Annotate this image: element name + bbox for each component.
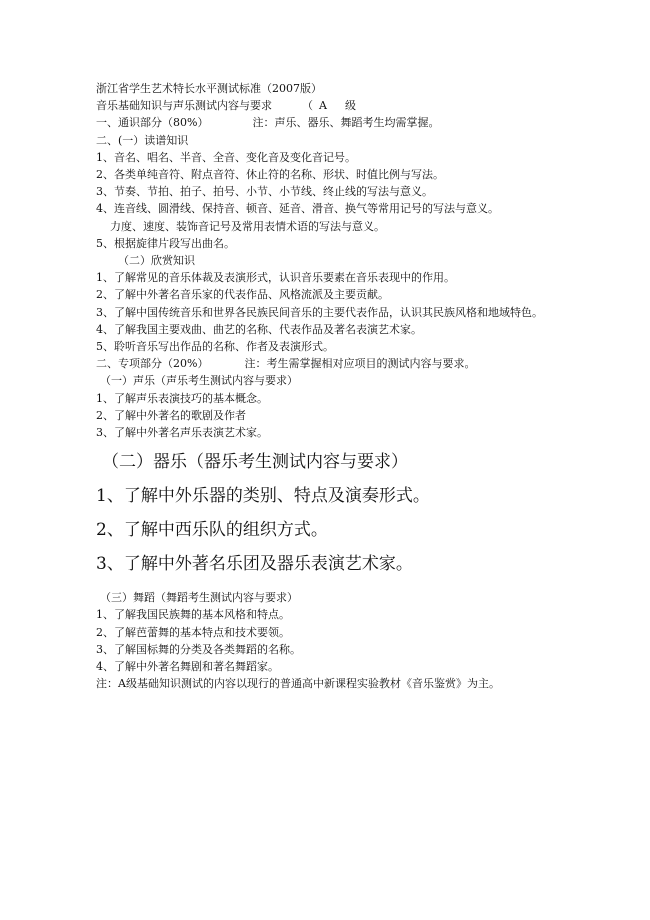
part1-heading-line [96, 114, 616, 131]
list-item: 3、节奏、节拍、拍子、拍号、小节、小节线、终止线的写法与意义。 [96, 185, 433, 199]
list-item: 5、根据旋律片段写出曲名。 [96, 236, 235, 250]
list-item: 3、了解中外著名声乐表演艺术家。 [96, 426, 268, 440]
part2-heading-line [96, 355, 616, 372]
document-title: 浙江省学生艺术特长水平测试标准（2007版） [96, 82, 322, 95]
part1-heading: 一、通识部分（80%） [96, 116, 209, 130]
list-item: 1、了解中外乐器的类别、特点及演奏形式。 [96, 486, 430, 507]
section-vocal-heading: （一）声乐（声乐考生测试内容与要求） [100, 374, 298, 388]
subtitle-bracket: （ [302, 99, 313, 113]
subtitle-text: 音乐基础知识与声乐测试内容与要求 [96, 99, 272, 113]
list-item: 1、了解我国民族舞的基本风格和特点。 [96, 608, 290, 622]
list-item: 2、了解中西乐队的组织方式。 [96, 520, 328, 541]
list-item: 2、了解中外著名的歌剧及作者 [96, 408, 246, 422]
list-item: 2、各类单纯音符、附点音符、休止符的名称、形状、时值比例与写法。 [96, 168, 444, 182]
list-item-continuation: 力度、速度、装饰音记号及常用表情术语的写法与意义。 [110, 219, 385, 233]
part2-note: 注：考生需掌握相对应项目的测试内容与要求。 [244, 357, 476, 371]
part1-note: 注：声乐、器乐、舞蹈考生均需掌握。 [252, 116, 440, 130]
document-page [96, 80, 616, 692]
list-item: 1、了解常见的音乐体裁及表演形式，认识音乐要素在音乐表现中的作用。 [96, 271, 455, 285]
list-item: 1、了解声乐表演技巧的基本概念。 [96, 391, 268, 405]
section-dance-heading: （三）舞蹈（舞蹈考生测试内容与要求） [100, 591, 298, 605]
section-appreciation-heading: （二）欣赏知识 [118, 254, 195, 268]
list-item: 3、了解国标舞的分类及各类舞蹈的名称。 [96, 642, 301, 656]
list-item: 5、聆听音乐写出作品的名称、作者及表演形式。 [96, 340, 334, 354]
list-item: 4、了解我国主要戏曲、曲艺的名称、代表作品及著名表演艺术家。 [96, 322, 422, 336]
list-item: 1、音名、唱名、半音、全音、变化音及变化音记号。 [96, 150, 356, 164]
list-item: 3、了解中国传统音乐和世界各民族民间音乐的主要代表作品，认识其民族风格和地域特色。 [96, 305, 543, 319]
document-subtitle [96, 97, 616, 114]
list-item: 4、连音线、圆滑线、保持音、顿音、延音、滑音、换气等常用记号的写法与意义。 [96, 202, 499, 216]
list-item: 4、了解中外著名舞剧和著名舞蹈家。 [96, 660, 279, 674]
section-instrumental-heading: （二）器乐（器乐考生测试内容与要求） [102, 452, 408, 473]
subtitle-level: A [319, 99, 327, 113]
list-item: 2、了解中外著名音乐家的代表作品、风格流派及主要贡献。 [96, 288, 389, 302]
list-item: 3、了解中外著名乐团及器乐表演艺术家。 [96, 554, 413, 575]
section-reading-heading: 二、(一）读谱知识 [96, 133, 189, 147]
footnote: 注：A级基础知识测试的内容以现行的普通高中新课程实验教材《音乐鉴赏》为主。 [96, 677, 500, 691]
part2-heading: 二、专项部分（20%） [96, 357, 209, 371]
list-item: 2、了解芭蕾舞的基本特点和技术要领。 [96, 625, 290, 639]
subtitle-level-label: 级 [344, 99, 356, 113]
